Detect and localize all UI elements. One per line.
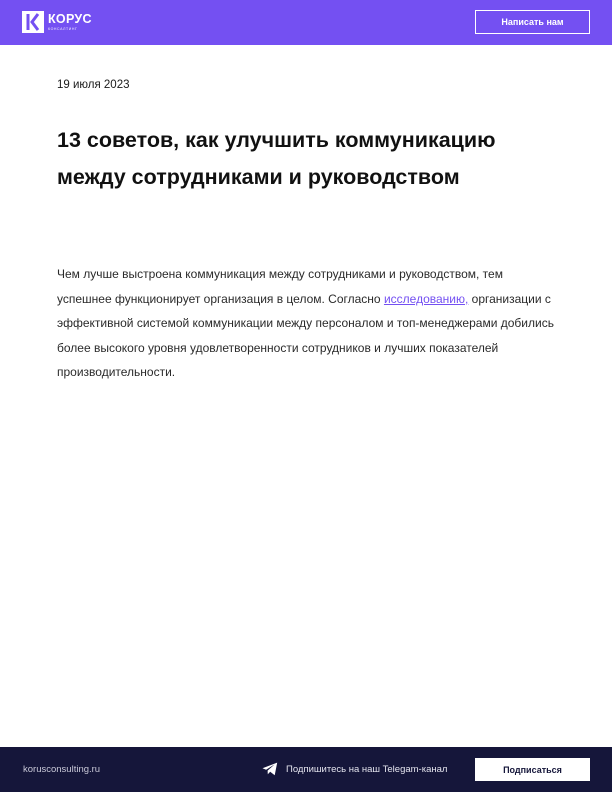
logo[interactable] [22,11,92,33]
article-date: 19 июля 2023 [57,79,130,91]
research-link[interactable]: исследованию, [383,291,469,306]
telegram-icon [262,762,278,776]
article-paragraph [57,262,557,385]
korus-logo-icon [22,11,44,33]
paragraph-text-after-link: организации с эффективной системой коммуникации между персоналом и топ-менеджерами добились более высокого уровня удовлетворенности сотрудников и лучших показателей производительности. [57,291,554,379]
logo-subtitle: КОНСАЛТИНГ [48,26,78,31]
logo-name: КОРУС [48,12,92,26]
paragraph-text-before-link: Чем лучше выстроена коммуникация между сотрудниками и руководством, тем успешнее функционирует организация в целом. Согласно [57,267,503,306]
site-url-link[interactable]: korusconsulting.ru [23,764,101,775]
article-title: 13 советов, как улучшить коммуникацию между сотрудниками и руководством [57,128,496,189]
telegram-subscribe-text[interactable]: Подпишитесь на наш Telegam-канал [286,764,448,775]
logo-text [48,13,92,31]
header [0,0,612,45]
subscribe-button[interactable]: Подписаться [475,758,590,781]
contact-us-button[interactable]: Написать нам [475,10,590,34]
